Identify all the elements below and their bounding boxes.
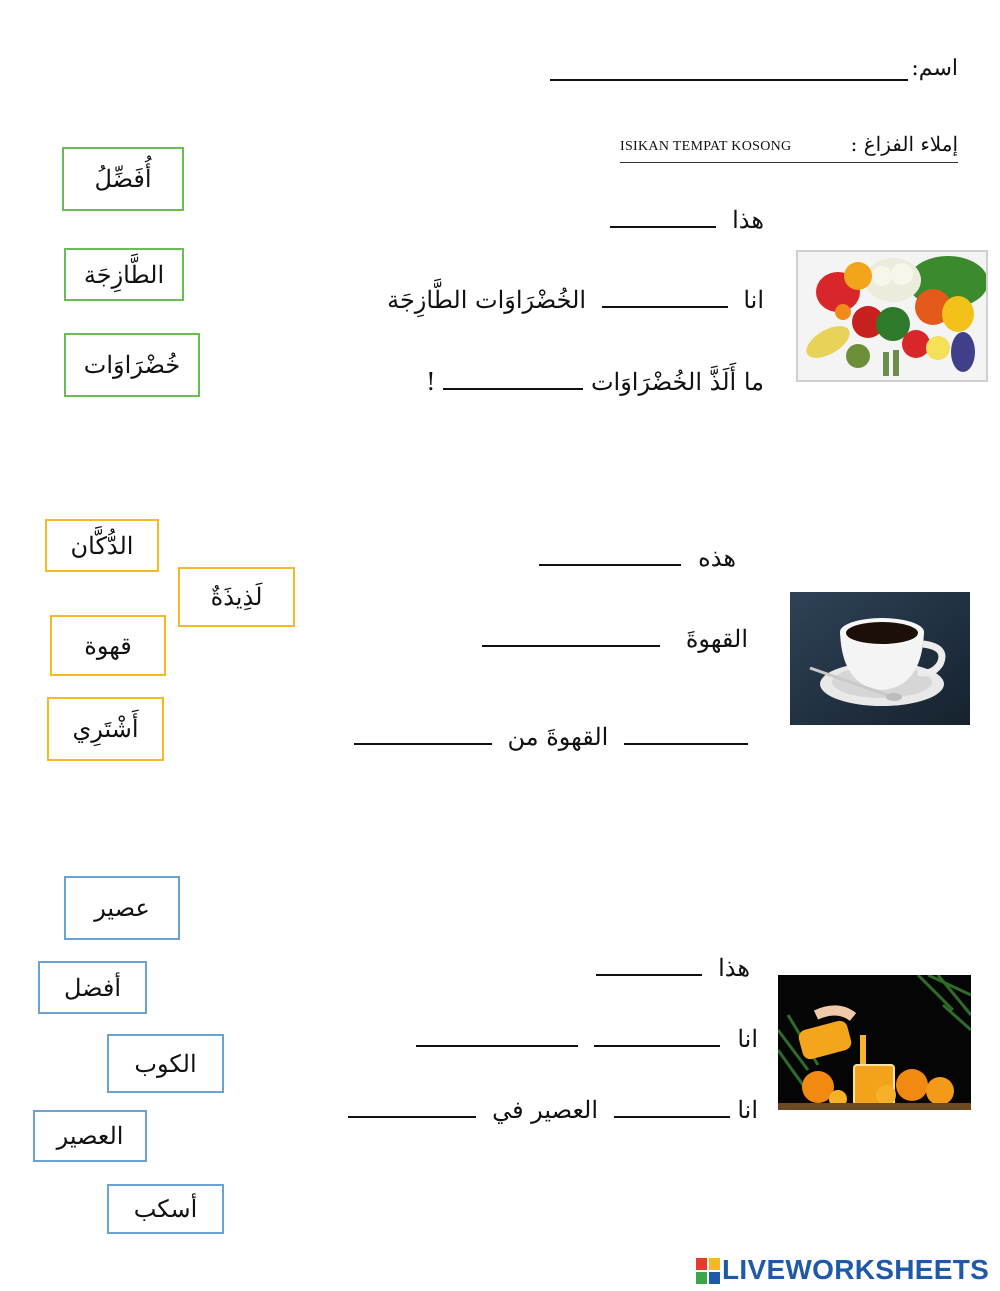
logo-tile-4 [709, 1272, 720, 1284]
blank-2-3a[interactable] [624, 737, 748, 745]
blank-3-1[interactable] [596, 968, 702, 976]
sentence-3-2 [416, 1027, 758, 1051]
blank-3-3b[interactable] [348, 1110, 476, 1118]
instruction-latin: ISIKAN TEMPAT KOSONG [620, 139, 792, 154]
logo-tile-2 [709, 1258, 720, 1270]
blank-3-2a[interactable] [594, 1039, 720, 1047]
sentence-1-1 [610, 208, 764, 232]
word-box-1-2[interactable]: الطَّازِجَة [64, 248, 184, 301]
logo-tile-3 [696, 1272, 707, 1284]
word-box-2-2[interactable]: لَذِيذَةٌ [178, 567, 295, 627]
sentence-2-2-text: القهوةَ [685, 625, 748, 653]
instruction-title [620, 132, 958, 163]
sentence-2-2 [482, 627, 748, 651]
blank-3-3a[interactable] [614, 1110, 730, 1118]
word-box-2-4[interactable]: أَشْتَرِي [47, 697, 164, 761]
vegetables-photo [796, 250, 988, 382]
sentence-3-3 [348, 1098, 758, 1122]
word-box-2-3[interactable]: قهوة [50, 615, 166, 676]
sentence-3-3-middle: العصير في [492, 1096, 599, 1124]
sentence-1-3-after: ! [426, 368, 436, 396]
sentence-1-3-before: ما أَلَذَّ الخُضْرَاوَات [590, 368, 764, 396]
sentence-3-1 [596, 956, 750, 980]
liveworksheets-logo-icon [696, 1258, 720, 1284]
sentence-1-2-before: انا [743, 286, 764, 314]
sentence-3-3-before: انا [737, 1096, 758, 1124]
sentence-2-3-middle: القهوةَ من [507, 723, 609, 751]
blank-1-2[interactable] [602, 300, 728, 308]
sentence-1-2 [387, 288, 764, 312]
word-box-3-2[interactable]: أفضل [38, 961, 147, 1014]
word-box-3-4[interactable]: العصير [33, 1110, 147, 1162]
blank-2-2[interactable] [482, 639, 660, 647]
name-input-line[interactable] [550, 79, 908, 81]
instruction-arabic: إملاء الفزاغ : [850, 132, 958, 156]
blank-1-1[interactable] [610, 220, 716, 228]
sentence-2-3 [354, 725, 748, 749]
coffee-cup-photo [790, 592, 970, 725]
blank-2-3b[interactable] [354, 737, 492, 745]
blank-1-3[interactable] [443, 382, 583, 390]
sentence-1-1-text: هذا [732, 206, 764, 234]
blank-3-2b[interactable] [416, 1039, 578, 1047]
word-box-3-5[interactable]: أسكب [107, 1184, 224, 1234]
word-box-2-1[interactable]: الدُّكَّان [45, 519, 159, 572]
word-box-1-3[interactable]: خُضْرَاوَات [64, 333, 200, 397]
word-box-1-1[interactable]: أُفَضِّلُ [62, 147, 184, 211]
orange-juice-illustration [778, 975, 971, 1110]
sentence-1-3 [426, 370, 764, 394]
word-box-3-1[interactable]: عصير [64, 876, 180, 940]
sentence-3-2-text: انا [737, 1025, 758, 1053]
logo-tile-1 [696, 1258, 707, 1270]
liveworksheets-logo-text: LIVEWORKSHEETS [722, 1254, 990, 1285]
vegetables-illustration [798, 252, 986, 380]
coffee-cup-illustration [790, 592, 970, 725]
sentence-3-1-text: هذا [718, 954, 750, 982]
sentence-2-1-text: هذه [698, 544, 736, 572]
blank-2-1[interactable] [539, 558, 681, 566]
name-label: اسم: [911, 56, 958, 81]
liveworksheets-logo [696, 1255, 996, 1289]
orange-juice-photo [778, 975, 971, 1110]
sentence-2-1 [539, 546, 736, 570]
word-box-3-3[interactable]: الكوب [107, 1034, 224, 1093]
sentence-1-2-after: الخُضْرَاوَات الطَّازِجَة [387, 286, 587, 314]
